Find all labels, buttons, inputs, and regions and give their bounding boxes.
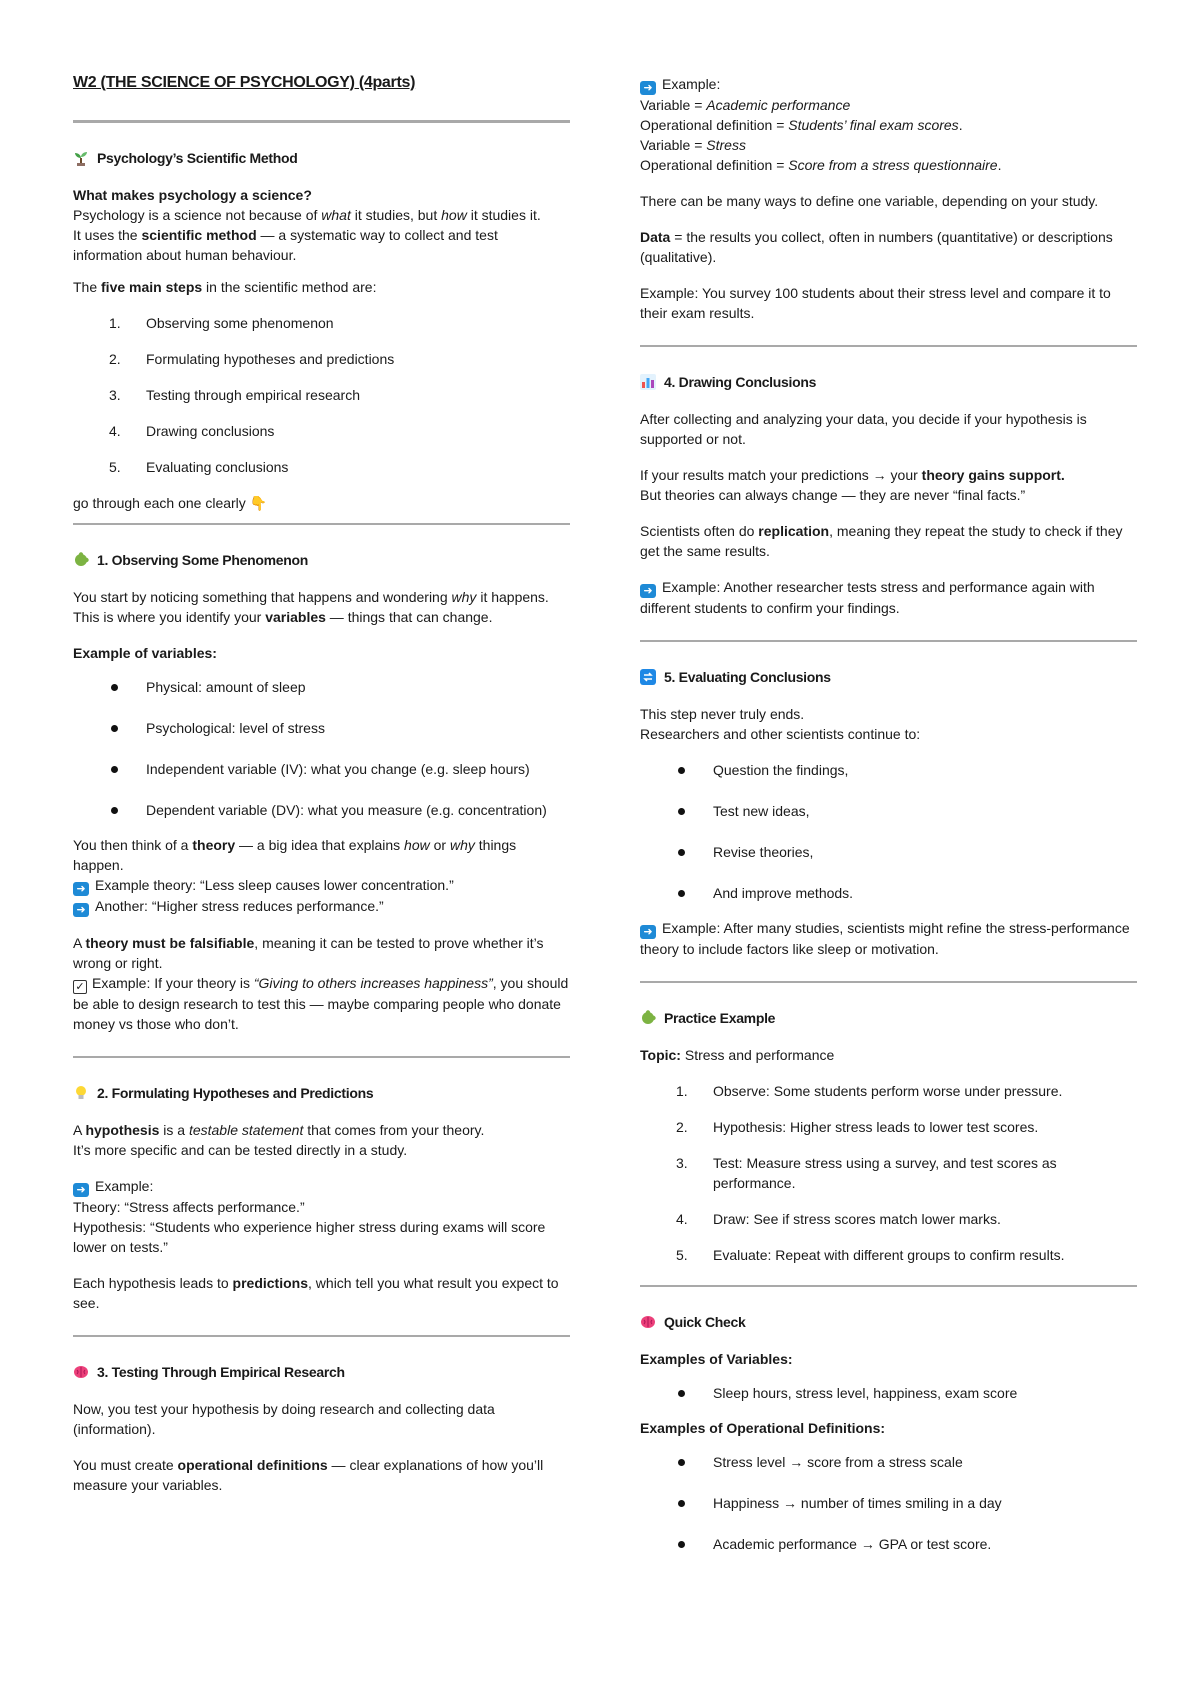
list-item: 3. Testing through empirical research [109,387,360,403]
list-item: Stress level → score from a stress scale [640,1452,1137,1472]
list-item: 5. Evaluating conclusions [109,459,289,475]
lightbulb-icon [73,1085,89,1101]
paragraph: You start by noticing something that happens and wondering why it happens. This is where you identify your variables — things that can change. [73,589,549,625]
paragraph: There can be many ways to define one variable, depending on your study. [640,193,1099,209]
paragraph: Scientists often do replication, meaning they repeat the study to check if they get the same results. [640,523,1123,559]
section-heading-quick-check: Quick Check [640,1313,1137,1331]
arrow-right-icon: ➜ [640,925,656,939]
bar-chart-icon [640,374,656,390]
paragraph: Each hypothesis leads to predictions, which tell you what result you expect to see. [73,1275,559,1311]
section-heading-observing: 1. Observing Some Phenomenon [73,551,570,569]
paragraph: Now, you test your hypothesis by doing research and collecting data (information). [73,1401,495,1437]
section-heading-practice: Practice Example [640,1009,1137,1027]
paragraph: If your results match your predictions → your theory gains support. But theories can always change — they are never “final facts.” [640,467,1065,503]
list-item: Sleep hours, stress level, happiness, exam score [640,1383,1137,1403]
list-item: Psychological: level of stress [73,718,570,738]
brain-icon [73,1364,89,1380]
list-item: And improve methods. [640,883,1137,903]
divider [640,345,1137,347]
puzzle-icon [640,1010,656,1026]
paragraph: ➜ Example: Theory: “Stress affects performance.” Hypothesis: “Students who experience higher stress during exams will score lower on tests.” [73,1178,546,1255]
paragraph: ➜ Example: Another researcher tests stress and performance again with different students to confirm your findings. [640,579,1095,616]
list-item: 1. Observe: Some students perform worse under pressure. [676,1083,1063,1099]
list-item: Physical: amount of sleep [73,677,570,697]
list-item: Academic performance → GPA or test score. [640,1534,1137,1554]
quick-variables-list [640,1383,1137,1403]
puzzle-icon [73,552,89,568]
list-item: Test new ideas, [640,801,1137,821]
steps-list [73,313,570,477]
section-heading-hypotheses: 2. Formulating Hypotheses and Predictions [73,1084,570,1102]
paragraph: The five main steps in the scientific method are: [73,279,377,295]
document-title: W2 (THE SCIENCE OF PSYCHOLOGY) (4parts) [73,74,416,91]
subheading: Examples of Operational Definitions: [640,1420,886,1436]
left-column [73,62,570,1511]
repeat-icon [640,669,656,685]
variables-list [73,677,570,820]
paragraph: ➜ Example: Variable = Academic performance Operational definition = Students’ final exam scores. Variable = Stress Operational definition = Score from a stress questionnaire. [640,76,1002,173]
paragraph: You then think of a theory — a big idea that explains how or why things happen. ➜ Example theory: “Less sleep causes lower concentration.” ➜ Another: “Higher stress reduces performance.” [73,837,517,916]
divider [73,120,570,123]
paragraph: ➜ Example: After many studies, scientists might refine the stress-performance theory to include factors like sleep or motivation. [640,920,1130,957]
list-item: 2. Formulating hypotheses and predictions [109,351,395,367]
divider [640,1285,1137,1287]
subheading: Examples of Variables: [640,1351,793,1367]
list-item: Independent variable (IV): what you change (e.g. sleep hours) [73,759,570,779]
arrow-right-icon: ➜ [73,882,89,896]
evaluating-list [640,760,1137,903]
divider [73,1335,570,1337]
list-item: Question the findings, [640,760,1137,780]
subheading: Example of variables: [73,645,217,661]
list-item: 4. Draw: See if stress scores match lower marks. [676,1211,1001,1227]
checkbox-icon: ✓ [73,980,87,994]
paragraph: What makes psychology a science? Psychology is a science not because of what it studies, but how it studies it. It uses the scientific method — a systematic way to collect and test information about human behaviour. [73,187,541,263]
seedling-icon [73,150,89,166]
paragraph: This step never truly ends. Researchers and other scientists continue to: [640,706,921,742]
paragraph: After collecting and analyzing your data, you decide if your hypothesis is supported or not. [640,411,1087,447]
arrow-right-icon: ➜ [73,903,89,917]
section-heading-testing: 3. Testing Through Empirical Research [73,1363,570,1381]
list-item: 3. Test: Measure stress using a survey, and test scores as performance. [676,1155,1057,1191]
list-item: Happiness → number of times smiling in a day [640,1493,1137,1513]
practice-steps-list [640,1081,1137,1265]
arrow-right-icon: ➜ [640,584,656,598]
list-item: Dependent variable (DV): what you measure (e.g. concentration) [73,800,570,820]
section-heading-scientific-method: Psychology’s Scientific Method [73,149,570,167]
paragraph: A hypothesis is a testable statement that comes from your theory. It’s more specific and can be tested directly in a study. [73,1122,485,1158]
divider [73,523,570,525]
list-item: 4. Drawing conclusions [109,423,275,439]
list-item: Revise theories, [640,842,1137,862]
list-item: 1. Observing some phenomenon [109,315,334,331]
arrow-right-icon: ➜ [73,1183,89,1197]
divider [640,640,1137,642]
paragraph: go through each one clearly 👇 [73,495,268,511]
divider [640,981,1137,983]
quick-operational-list [640,1452,1137,1554]
section-heading-evaluating: 5. Evaluating Conclusions [640,668,1137,686]
right-column [640,74,1137,1575]
divider [73,1056,570,1058]
paragraph: A theory must be falsifiable, meaning it can be tested to prove whether it’s wrong or right. ✓ Example: If your theory is “Giving to others increases happiness”, you should be able to design research to test this — maybe comparing people who donate money vs those who don’t. [73,935,569,1032]
list-item: 5. Evaluate: Repeat with different groups to confirm results. [676,1247,1065,1263]
paragraph: Topic: Stress and performance [640,1047,835,1063]
section-heading-conclusions: 4. Drawing Conclusions [640,373,1137,391]
paragraph: You must create operational definitions — clear explanations of how you’ll measure your variables. [73,1457,544,1493]
paragraph: Data = the results you collect, often in numbers (quantitative) or descriptions (qualitative). [640,229,1113,265]
list-item: 2. Hypothesis: Higher stress leads to lower test scores. [676,1119,1039,1135]
paragraph: Example: You survey 100 students about their stress level and compare it to their exam results. [640,285,1111,321]
brain-icon [640,1314,656,1330]
arrow-right-icon: ➜ [640,81,656,95]
